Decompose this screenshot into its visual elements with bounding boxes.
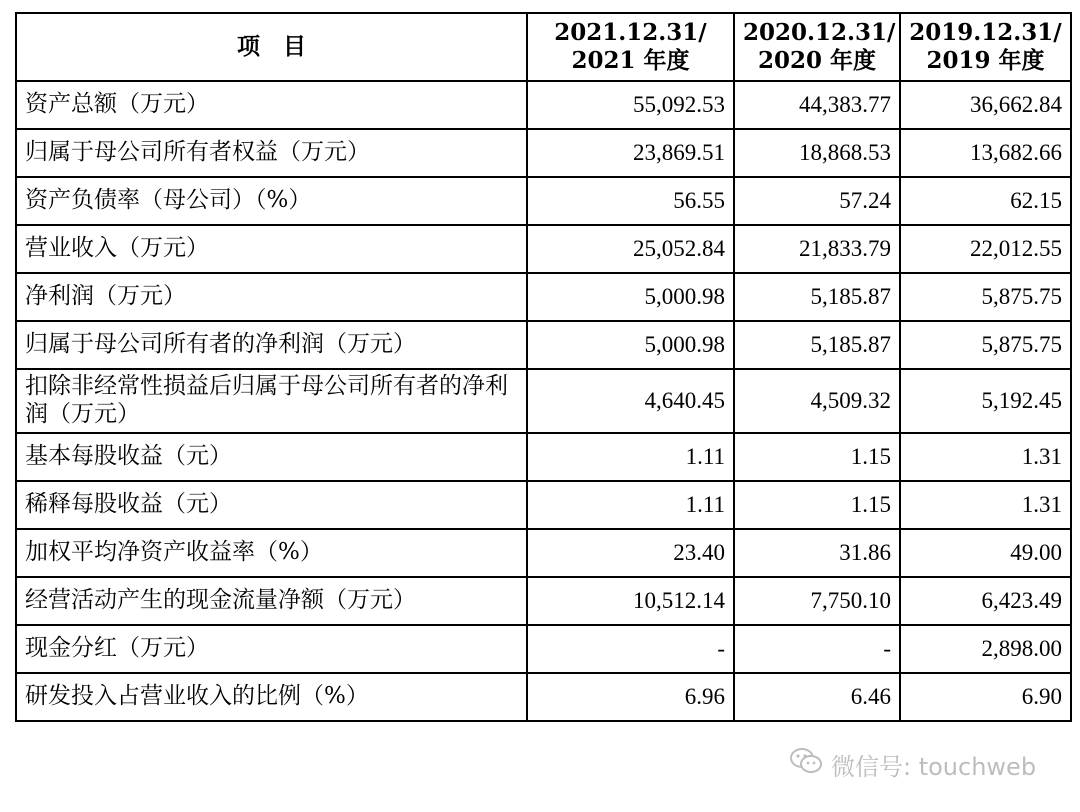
table-row: [16, 369, 1071, 433]
value-2021: 23,869.51: [527, 129, 734, 177]
value-2020: 44,383.77: [734, 81, 900, 129]
table-row: [16, 177, 1071, 225]
row-label: 研发投入占营业收入的比例（%）: [16, 673, 527, 721]
table-row: [16, 673, 1071, 721]
value-2021: 1.11: [527, 481, 734, 529]
value-2021: 10,512.14: [527, 577, 734, 625]
value-2020: -: [734, 625, 900, 673]
row-label: 基本每股收益（元）: [16, 433, 527, 481]
table-row: [16, 81, 1071, 129]
table-row: [16, 481, 1071, 529]
value-2020: 4,509.32: [734, 369, 900, 433]
value-2020: 5,185.87: [734, 321, 900, 369]
row-label: 稀释每股收益（元）: [16, 481, 527, 529]
row-label: 归属于母公司所有者的净利润（万元）: [16, 321, 527, 369]
header-2019: [900, 13, 1071, 81]
row-label: 净利润（万元）: [16, 273, 527, 321]
row-label: 资产负债率（母公司）（%）: [16, 177, 527, 225]
value-2021: 6.96: [527, 673, 734, 721]
value-2019: 5,875.75: [900, 273, 1071, 321]
value-2020: 21,833.79: [734, 225, 900, 273]
row-label: 资产总额（万元）: [16, 81, 527, 129]
value-2020: 31.86: [734, 529, 900, 577]
value-2019: 36,662.84: [900, 81, 1071, 129]
table-row: [16, 433, 1071, 481]
value-2019: 49.00: [900, 529, 1071, 577]
table-row: [16, 273, 1071, 321]
row-label: 经营活动产生的现金流量净额（万元）: [16, 577, 527, 625]
value-2021: 23.40: [527, 529, 734, 577]
table-row: [16, 129, 1071, 177]
value-2020: 5,185.87: [734, 273, 900, 321]
value-2020: 57.24: [734, 177, 900, 225]
value-2021: 4,640.45: [527, 369, 734, 433]
table-row: [16, 529, 1071, 577]
row-label: 营业收入（万元）: [16, 225, 527, 273]
row-label: 归属于母公司所有者权益（万元）: [16, 129, 527, 177]
financial-data-table: [15, 12, 1072, 722]
header-2021-date: 2021.12.31/: [554, 19, 707, 47]
value-2019: 1.31: [900, 481, 1071, 529]
value-2019: 62.15: [900, 177, 1071, 225]
table-header-row: [16, 13, 1071, 81]
table-row: [16, 577, 1071, 625]
table-row: [16, 225, 1071, 273]
value-2019: 5,875.75: [900, 321, 1071, 369]
value-2021: 25,052.84: [527, 225, 734, 273]
value-2019: 13,682.66: [900, 129, 1071, 177]
row-label: 扣除非经常性损益后归属于母公司所有者的净利润（万元）: [16, 369, 527, 433]
watermark-text: 微信号: touchweb: [831, 752, 1037, 781]
value-2021: 5,000.98: [527, 321, 734, 369]
table-row: [16, 321, 1071, 369]
header-2020-year: 2020 年度: [757, 47, 877, 74]
table-row: [16, 625, 1071, 673]
value-2021: 1.11: [527, 433, 734, 481]
header-item: 项 目: [16, 13, 527, 81]
value-2021: -: [527, 625, 734, 673]
header-2020-date: 2020.12.31/: [743, 19, 896, 47]
value-2019: 6.90: [900, 673, 1071, 721]
value-2020: 1.15: [734, 433, 900, 481]
row-label: 现金分红（万元）: [16, 625, 527, 673]
value-2019: 22,012.55: [900, 225, 1071, 273]
header-2020: [734, 13, 900, 81]
watermark: [789, 748, 1036, 780]
value-2020: 18,868.53: [734, 129, 900, 177]
value-2019: 1.31: [900, 433, 1071, 481]
header-2021-year: 2021 年度: [571, 47, 690, 74]
row-label: 加权平均净资产收益率（%）: [16, 529, 527, 577]
value-2021: 55,092.53: [527, 81, 734, 129]
header-2021: [527, 13, 734, 81]
value-2020: 7,750.10: [734, 577, 900, 625]
value-2019: 2,898.00: [900, 625, 1071, 673]
value-2020: 6.46: [734, 673, 900, 721]
value-2019: 6,423.49: [900, 577, 1071, 625]
value-2021: 56.55: [527, 177, 734, 225]
header-2019-year: 2019 年度: [926, 47, 1045, 74]
value-2019: 5,192.45: [900, 369, 1071, 433]
value-2021: 5,000.98: [527, 273, 734, 321]
wechat-icon: [789, 747, 831, 781]
header-2019-date: 2019.12.31/: [909, 19, 1062, 47]
value-2020: 1.15: [734, 481, 900, 529]
